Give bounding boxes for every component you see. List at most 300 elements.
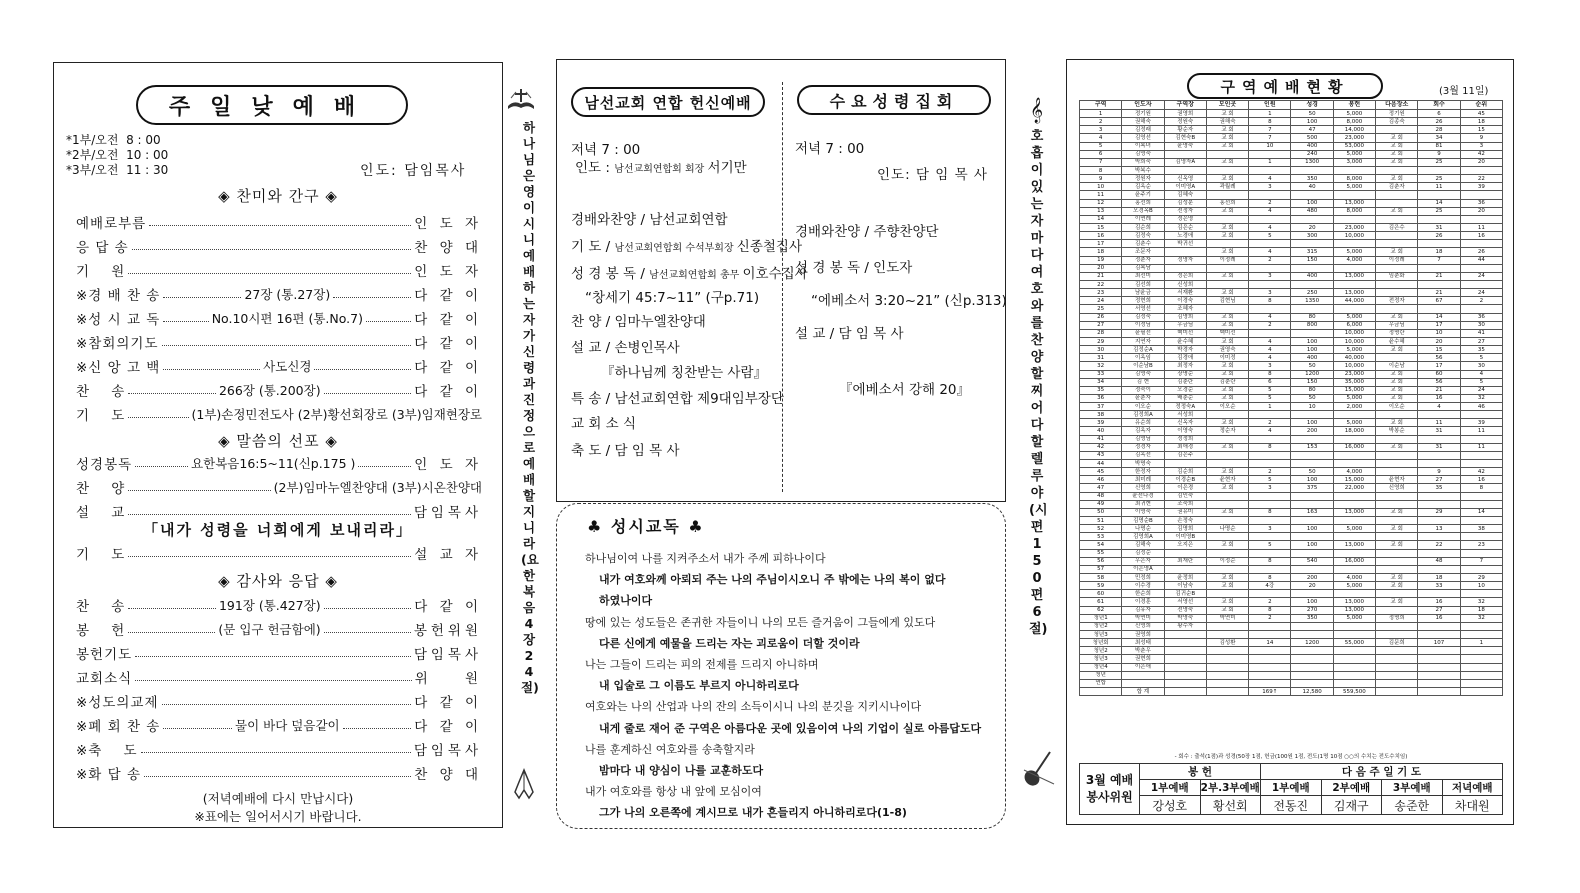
table-cell [1418, 240, 1460, 248]
volunteer-sub-header: 2부.3부예배 [1200, 780, 1261, 796]
table-cell: 7 [1460, 557, 1502, 565]
table-cell: 교 회 [1206, 337, 1248, 345]
table-cell: 8 [1249, 606, 1291, 614]
table-cell: 한순희 [1122, 590, 1164, 598]
table-cell [1249, 150, 1291, 158]
table-row [1080, 598, 1503, 606]
table-cell: 홍선희 [1122, 199, 1164, 207]
reading-line: 내 입술로 그 이름도 부르지 아니하리로다 [599, 679, 799, 693]
table-cell: 최성태 [1122, 639, 1164, 647]
table-cell [1460, 622, 1502, 630]
table-cell: 김명희 [1164, 525, 1206, 533]
table-cell: 청년4 [1080, 663, 1122, 671]
table-cell: 5 [1249, 232, 1291, 240]
reading-line: 그가 나의 오른쪽에 계시므로 내가 흔들리지 아니하리로다(1-8) [599, 806, 907, 820]
table-cell: 11 [1460, 427, 1502, 435]
reading-line: 밤마다 내 양심이 나를 교훈하도다 [599, 764, 764, 777]
table-cell: 교 회 [1206, 606, 1248, 614]
table-cell: 16 [1418, 598, 1460, 606]
table-cell: 4 [1249, 337, 1291, 345]
table-cell: 정현희 [1122, 297, 1164, 305]
table-cell: 18 [1418, 574, 1460, 582]
table-cell: 50 [1291, 468, 1333, 476]
table-cell: 교 회 [1376, 443, 1418, 451]
offering-header: 봉 헌 [1140, 764, 1261, 780]
table-cell: 백미선 [1206, 329, 1248, 337]
table-cell: 13 [1418, 525, 1460, 533]
table-cell: 40 [1080, 427, 1122, 435]
table-row [1080, 337, 1503, 345]
table-cell: 100 [1291, 118, 1333, 126]
table-row [1080, 533, 1503, 541]
table-cell [1376, 232, 1418, 240]
table-cell: 8 [1080, 166, 1122, 174]
table-cell [1333, 590, 1375, 598]
table-cell: 최미례 [1122, 476, 1164, 484]
table-cell [1164, 150, 1206, 158]
table-cell: 전정자 [1376, 297, 1418, 305]
table-cell: 60 [1418, 370, 1460, 378]
order-row [76, 331, 482, 353]
leader-dots [128, 514, 411, 515]
table-cell [1164, 671, 1206, 679]
table-cell: 4,000 [1333, 574, 1375, 582]
table-cell: 황순자 [1164, 126, 1206, 134]
table-cell: 540 [1291, 557, 1333, 565]
table-cell: 1200 [1291, 639, 1333, 647]
order-row [76, 355, 482, 377]
order-detail: 요한복음16:5~11(신p.175 ) [191, 456, 356, 471]
table-cell [1291, 679, 1333, 687]
table-cell [1333, 492, 1375, 500]
table-cell [1418, 533, 1460, 541]
table-cell: 375 [1291, 484, 1333, 492]
table-cell: 22,000 [1333, 484, 1375, 492]
table-cell: 62 [1080, 606, 1122, 614]
table-cell: 5,000 [1333, 150, 1375, 158]
table-cell: 김 현 [1122, 378, 1164, 386]
table-row [1080, 346, 1503, 354]
table-cell [1460, 549, 1502, 557]
table-cell: 1350 [1291, 297, 1333, 305]
table-row [1080, 321, 1503, 329]
table-cell: 16 [1460, 232, 1502, 240]
table-cell: 권유미 [1164, 508, 1206, 516]
table-cell: 교 회 [1376, 370, 1418, 378]
table-cell: 장명순 [1164, 370, 1206, 378]
table-cell [1376, 606, 1418, 614]
table-cell: 47 [1080, 484, 1122, 492]
table-cell: 39 [1460, 183, 1502, 191]
table-cell [1460, 435, 1502, 443]
table-cell: 31 [1418, 443, 1460, 451]
volunteer-name: 차대원 [1442, 796, 1503, 815]
table-cell: 35 [1080, 386, 1122, 394]
table-cell: 박희숙 [1122, 158, 1164, 166]
table-cell [1333, 215, 1375, 223]
leader-dots [163, 728, 232, 729]
table-cell: 배춘순 [1164, 394, 1206, 402]
table-cell: 50 [1291, 362, 1333, 370]
table-cell [1418, 460, 1460, 468]
cell-group-status-panel [1066, 59, 1514, 825]
table-cell [1291, 517, 1333, 525]
table-cell: 44 [1460, 256, 1502, 264]
table-cell [1418, 517, 1460, 525]
table-cell [1249, 533, 1291, 541]
table-cell: 권해숙 [1206, 118, 1248, 126]
order-row [76, 379, 482, 401]
table-cell: 서영선 [1122, 305, 1164, 313]
order-performer: 다 같 이 [414, 360, 483, 376]
leader-dots [128, 490, 270, 491]
table-cell: 7 [1249, 134, 1291, 142]
table-cell: 20 [1291, 223, 1333, 231]
table-cell [1376, 557, 1418, 565]
order-performer: 설 교 자 [414, 547, 482, 563]
table-cell: 169↑ [1249, 687, 1291, 695]
table-cell: 20 [1291, 582, 1333, 590]
table-cell: 청년2 [1080, 622, 1122, 630]
order-label: 기 원 [76, 264, 126, 280]
table-cell: 교 회 [1376, 142, 1418, 150]
leader-dots [128, 417, 188, 418]
table-cell: 56 [1080, 557, 1122, 565]
table-cell: 교 회 [1206, 362, 1248, 370]
table-cell [1418, 280, 1460, 288]
table-cell [1418, 191, 1460, 199]
table-cell: 이남숙 [1164, 582, 1206, 590]
order-detail: 물이 바다 덮음같이 [235, 718, 340, 733]
table-cell: 4 [1249, 248, 1291, 256]
table-cell: 5 [1249, 386, 1291, 394]
table-cell: 김영희 [1164, 313, 1206, 321]
table-cell: 500 [1291, 134, 1333, 142]
table-cell: 26 [1080, 313, 1122, 321]
table-cell [1418, 655, 1460, 663]
table-cell: 윤수혜 [1164, 337, 1206, 345]
table-cell [1249, 590, 1291, 598]
table-cell: 김혜숙 [1164, 191, 1206, 199]
table-cell [1376, 468, 1418, 476]
order-detail: (문 입구 헌금함에) [218, 622, 321, 637]
table-row [1080, 574, 1503, 582]
order-row [76, 714, 482, 736]
table-row [1080, 427, 1503, 435]
table-cell: 김영숙 [1122, 150, 1164, 158]
table-cell: 34 [1080, 378, 1122, 386]
table-cell: 교 회 [1206, 468, 1248, 476]
table-cell: 권영숙 [1206, 346, 1248, 354]
table-cell: 15 [1080, 223, 1122, 231]
table-cell: 김정숙 [1122, 313, 1164, 321]
table-cell: 윤영숙 [1164, 142, 1206, 150]
praying-hands-icon [511, 768, 537, 800]
table-cell: 1300 [1291, 158, 1333, 166]
table-cell: 1 [1080, 110, 1122, 118]
table-cell: 신영희 [1376, 484, 1418, 492]
order-detail: 191장 (통.427장) [218, 598, 321, 613]
table-cell: 28 [1080, 329, 1122, 337]
bible-icon [506, 86, 536, 112]
table-cell [1418, 411, 1460, 419]
table-cell [1291, 647, 1333, 655]
table-cell: 5,000 [1333, 525, 1375, 533]
table-cell: 교 회 [1376, 598, 1418, 606]
leader-dots [343, 728, 412, 729]
table-cell: 김귀순B [1164, 590, 1206, 598]
table-cell [1418, 305, 1460, 313]
table-cell: 10 [1460, 582, 1502, 590]
evening-services-panel [556, 59, 1006, 502]
table-cell: 43 [1080, 451, 1122, 459]
table-cell [1249, 435, 1291, 443]
table-cell: 이은애 [1122, 663, 1164, 671]
table-cell: 4,000 [1333, 468, 1375, 476]
table-cell [1460, 565, 1502, 573]
table-cell: 23,000 [1333, 223, 1375, 231]
table-cell: 15 [1418, 346, 1460, 354]
table-row [1080, 386, 1503, 394]
table-cell [1291, 671, 1333, 679]
table-cell: 25 [1418, 175, 1460, 183]
table-cell: 400 [1291, 142, 1333, 150]
table-cell: 김정순 [1122, 549, 1164, 557]
vertical-verse-psalm: 호흡이 있는 자마다 여호와를 찬양할찌어다 할렐루야(시편150편 6절) [1029, 129, 1048, 637]
table-cell: 교 회 [1206, 582, 1248, 590]
table-cell: 정순자 [1206, 427, 1248, 435]
order-row [76, 738, 482, 760]
table-cell: 4 [1418, 403, 1460, 411]
table-cell: 청년2 [1080, 647, 1122, 655]
mens-scripture-ref: “창세기 45:7~11” (구p.71) [585, 290, 760, 306]
table-cell [1206, 166, 1248, 174]
cell-group-title: 구역예배현황 [1187, 73, 1383, 99]
table-cell: 우은자 [1122, 557, 1164, 565]
table-cell: 김문희 [1376, 639, 1418, 647]
table-row [1080, 150, 1503, 158]
table-cell: 이정례 [1206, 256, 1248, 264]
table-cell: 400 [1291, 354, 1333, 362]
table-row [1080, 492, 1503, 500]
wednesday-praise: 경배와찬양 / 주향찬양단 [795, 224, 939, 240]
order-label: 설 교 [76, 505, 126, 521]
table-cell: 800 [1291, 321, 1333, 329]
table-cell: 7 [1249, 126, 1291, 134]
table-cell [1249, 655, 1291, 663]
table-row [1080, 443, 1503, 451]
leader-dots [128, 273, 411, 274]
table-cell: 정숙이 [1122, 386, 1164, 394]
table-row [1080, 158, 1503, 166]
table-cell: 백미선 [1164, 329, 1206, 337]
table-cell: 윤필선 [1122, 329, 1164, 337]
order-detail: 266장 (통.200장) [218, 383, 321, 398]
table-cell [1376, 264, 1418, 272]
table-cell [1376, 533, 1418, 541]
table-cell: 8 [1460, 484, 1502, 492]
order-label: ※성 시 교 독 [76, 312, 161, 328]
table-cell: 55,000 [1333, 639, 1375, 647]
table-cell: 46 [1080, 476, 1122, 484]
table-cell: 17 [1080, 240, 1122, 248]
table-cell: 5 [1249, 476, 1291, 484]
table-cell: 인도자 [1122, 101, 1164, 110]
table-cell: 12,580 [1291, 687, 1333, 695]
table-cell: 400 [1291, 272, 1333, 280]
table-cell [1460, 590, 1502, 598]
table-cell: 22 [1460, 175, 1502, 183]
table-cell [1333, 435, 1375, 443]
order-label: ※성도의교제 [76, 695, 159, 711]
table-cell: 5,000 [1333, 110, 1375, 118]
leader-dots [128, 556, 411, 557]
table-cell: 이수경 [1122, 582, 1164, 590]
table-cell: 100 [1291, 199, 1333, 207]
table-cell: 41 [1080, 435, 1122, 443]
table-cell [1460, 166, 1502, 174]
table-cell [1164, 264, 1206, 272]
table-cell: 31 [1080, 354, 1122, 362]
table-cell: 최재란 [1164, 557, 1206, 565]
table-cell: 13 [1080, 207, 1122, 215]
volunteer-name: 강성호 [1140, 796, 1201, 815]
table-cell: 권영희 [1122, 631, 1164, 639]
table-cell [1206, 517, 1248, 525]
table-row [1080, 232, 1503, 240]
table-cell: 29 [1080, 337, 1122, 345]
table-cell: 다음장소 [1376, 101, 1418, 110]
table-cell [1291, 460, 1333, 468]
order-performer: 인 도 자 [414, 264, 482, 280]
table-cell [1376, 671, 1418, 679]
table-cell [1333, 500, 1375, 508]
order-row [76, 403, 482, 425]
table-cell: 14 [1249, 639, 1291, 647]
table-row [1080, 142, 1503, 150]
table-cell: 김은주 [1164, 451, 1206, 459]
table-cell [1249, 240, 1291, 248]
reading-line: 내가 여호와께 아뢰되 주는 나의 주님이시오니 주 밖에는 나의 복이 없다 [599, 573, 946, 587]
table-cell: 49 [1080, 500, 1122, 508]
order-performer: 찬 양 대 [414, 767, 482, 783]
table-cell: 17 [1418, 321, 1460, 329]
table-cell: 10,000 [1333, 337, 1375, 345]
table-row [1080, 215, 1503, 223]
table-cell [1291, 565, 1333, 573]
table-cell: 67 [1418, 297, 1460, 305]
table-cell: 3 [1249, 362, 1291, 370]
table-cell: 5,000 [1333, 346, 1375, 354]
table-cell: 61 [1080, 598, 1122, 606]
table-cell: 박연미 [1122, 614, 1164, 622]
table-cell [1460, 671, 1502, 679]
table-cell: 김춘자 [1376, 183, 1418, 191]
table-cell: 교 회 [1206, 110, 1248, 118]
table-row [1080, 647, 1503, 655]
table-cell: 480 [1291, 207, 1333, 215]
table-cell: 교 회 [1206, 158, 1248, 166]
table-cell: 교 회 [1206, 484, 1248, 492]
table-cell [1418, 166, 1460, 174]
table-cell [1333, 460, 1375, 468]
table-row [1080, 394, 1503, 402]
table-cell [1460, 655, 1502, 663]
order-performer: 인 도 자 [414, 216, 482, 232]
order-performer: 다 같 이 [414, 599, 482, 615]
table-cell: 5 [1460, 378, 1502, 386]
table-cell [1333, 280, 1375, 288]
table-cell: 42 [1080, 443, 1122, 451]
table-cell: 25 [1418, 158, 1460, 166]
table-cell [1333, 549, 1375, 557]
order-performer: 다 같 이 [414, 312, 483, 328]
table-cell: 김순희 [1122, 223, 1164, 231]
table-cell: 구역 [1080, 101, 1122, 110]
table-cell: 교 회 [1206, 574, 1248, 582]
table-cell [1206, 500, 1248, 508]
table-cell: 김영숙 [1122, 370, 1164, 378]
table-row [1080, 118, 1503, 126]
table-cell: 13,000 [1333, 272, 1375, 280]
table-cell: 청년 [1080, 671, 1122, 679]
service-time-1: *1부/오전 8 : 00 [66, 133, 161, 147]
table-cell: 교 회 [1376, 248, 1418, 256]
table-row [1080, 541, 1503, 549]
volunteer-sub-header: 1부예배 [1140, 780, 1201, 796]
table-cell: 14 [1418, 313, 1460, 321]
leader-dots [358, 466, 411, 467]
table-cell: 청년3 [1080, 631, 1122, 639]
table-cell: 24 [1460, 386, 1502, 394]
table-cell: 13,000 [1333, 508, 1375, 516]
table-row [1080, 419, 1503, 427]
table-cell: 9 [1460, 134, 1502, 142]
table-cell: 6 [1249, 378, 1291, 386]
wednesday-sermon-title: 『에베소서 강해 20』 [839, 382, 971, 398]
table-cell: 55 [1080, 549, 1122, 557]
order-detail: (2부)임마누엘찬양대 (3부)시온찬양대 [273, 480, 482, 495]
table-cell [1333, 679, 1375, 687]
table-cell [1376, 305, 1418, 313]
table-cell: 신옥영 [1164, 175, 1206, 183]
table-cell: 2 [1460, 297, 1502, 305]
order-row [76, 666, 482, 688]
table-cell: 김현님 [1206, 297, 1248, 305]
table-cell: 5 [1249, 541, 1291, 549]
table-cell: 김영님 [1122, 435, 1164, 443]
table-cell: 13,000 [1333, 541, 1375, 549]
table-cell [1164, 679, 1206, 687]
table-cell [1460, 517, 1502, 525]
reading-line: 내게 줄로 재어 준 구역은 아름다운 곳에 있음이여 나의 기업이 실로 아름답도다 [599, 721, 982, 735]
table-cell: 교 회 [1206, 223, 1248, 231]
table-row [1080, 101, 1503, 110]
table-cell: 29 [1418, 508, 1460, 516]
table-cell [1164, 687, 1206, 695]
reading-line: 내가 여호와를 항상 내 앞에 모심이여 [585, 785, 762, 799]
table-cell: 45 [1460, 110, 1502, 118]
table-cell: 47 [1291, 126, 1333, 134]
table-cell: 27 [1418, 606, 1460, 614]
table-cell: 9 [1418, 150, 1460, 158]
table-cell: 김해숙 [1122, 541, 1164, 549]
table-cell [1206, 460, 1248, 468]
table-cell: 41 [1460, 329, 1502, 337]
table-cell [1249, 329, 1291, 337]
table-cell: 31 [1418, 223, 1460, 231]
table-row [1080, 313, 1503, 321]
